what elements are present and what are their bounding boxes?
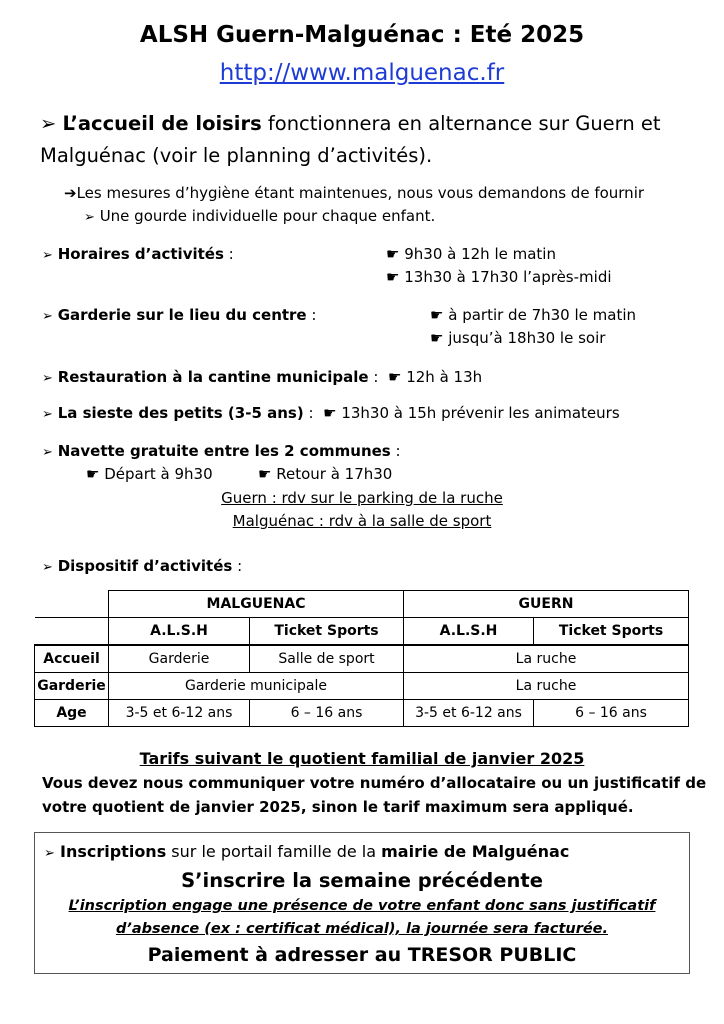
hygiene-subline: [84, 207, 435, 225]
garderie-item-2: [430, 329, 605, 347]
bullet-icon: ➢: [42, 371, 53, 386]
hygiene-text: Les mesures d’hygiène étant maintenues, nous vous demandons de fournir: [76, 184, 645, 202]
table-row: [35, 645, 689, 673]
dispositif-heading: [42, 557, 242, 575]
dispositif-label: Dispositif d’activités: [57, 557, 233, 575]
restauration-label: Restauration à la cantine municipale: [57, 368, 369, 386]
intro-paragraph: [40, 108, 700, 172]
tarifs-title: Tarifs suivant le quotient familial de janvier 2025: [139, 749, 585, 768]
hygiene-subtext: Une gourde individuelle pour chaque enfant.: [99, 207, 436, 225]
hand-icon: ☛: [323, 404, 337, 422]
cell: 3-5 et 6-12 ans: [404, 700, 534, 727]
restauration-heading: [42, 368, 482, 386]
navette-depart: [86, 465, 213, 483]
tarifs-line-1: Vous devez nous communiquer votre numéro d’allocataire ou un justificatif de: [42, 774, 707, 792]
cell: Garderie municipale: [109, 673, 404, 700]
navette-colon: :: [390, 442, 401, 460]
table-group-row: [35, 591, 689, 618]
horaires-label: Horaires d’activités: [57, 245, 224, 263]
bullet-icon: ➢: [42, 309, 53, 324]
arrow-icon: ➔: [64, 184, 77, 202]
row-label-garderie: Garderie: [35, 673, 109, 700]
sieste-heading: [42, 404, 620, 422]
hygiene-line: [64, 184, 644, 202]
navette-retour-text: Retour à 17h30: [276, 465, 393, 483]
restauration-item: 12h à 13h: [406, 368, 483, 386]
garderie-item-1-text: à partir de 7h30 le matin: [448, 306, 637, 324]
dispositif-colon: :: [232, 557, 243, 575]
bullet-icon: ➢: [84, 210, 95, 225]
navette-malguenac: Malguénac : rdv à la salle de sport: [232, 512, 492, 530]
bullet-icon: ➢: [40, 112, 57, 135]
table-subheader-row: [35, 618, 689, 646]
subheader-alsh: A.L.S.H: [109, 618, 250, 646]
horaires-item-1-text: 9h30 à 12h le matin: [404, 245, 556, 263]
cell: Garderie: [109, 645, 250, 673]
navette-retour: [258, 465, 392, 483]
hand-icon: ☛: [386, 268, 400, 286]
inscriptions-bold: Inscriptions: [60, 842, 167, 861]
table-row: [35, 673, 689, 700]
garderie-label: Garderie sur le lieu du centre: [57, 306, 307, 324]
cell: 6 – 16 ans: [250, 700, 404, 727]
inscriptions-mid: sur le portail famille de la: [166, 842, 382, 861]
navette-guern: Guern : rdv sur le parking de la ruche: [221, 489, 503, 507]
activities-table: [34, 590, 689, 727]
navette-heading: [42, 442, 401, 460]
garderie-heading: [42, 306, 316, 324]
row-label-accueil: Accueil: [35, 645, 109, 673]
subheader-alsh: A.L.S.H: [404, 618, 534, 646]
bullet-icon: ➢: [42, 445, 53, 460]
row-label-age: Age: [35, 700, 109, 727]
table-corner: [35, 618, 109, 646]
horaires-colon: :: [223, 245, 234, 263]
table-corner: [35, 591, 109, 618]
garderie-item-1: [430, 306, 636, 324]
navette-depart-text: Départ à 9h30: [104, 465, 213, 483]
hand-icon: ☛: [430, 306, 444, 324]
page-title: ALSH Guern-Malguénac : Eté 2025: [139, 22, 585, 48]
horaires-item-2: [386, 268, 612, 286]
table-row: [35, 700, 689, 727]
garderie-colon: :: [306, 306, 317, 324]
inscriptions-warning-2: d’absence (ex : certificat médical), la journée sera facturée.: [115, 921, 609, 937]
inscriptions-headline: S’inscrire la semaine précédente: [181, 869, 543, 892]
restauration-colon: :: [368, 368, 379, 386]
bullet-icon: ➢: [42, 248, 53, 263]
intro-bold: L’accueil de loisirs: [62, 112, 262, 135]
horaires-item-2-text: 13h30 à 17h30 l’après-midi: [404, 268, 612, 286]
payment-notice: Paiement à adresser au TRESOR PUBLIC: [147, 944, 577, 966]
sieste-label: La sieste des petits (3-5 ans): [57, 404, 304, 422]
bullet-icon: ➢: [44, 846, 55, 861]
mairie-bold: mairie de Malguénac: [381, 842, 570, 861]
cell: 6 – 16 ans: [534, 700, 689, 727]
horaires-heading: [42, 245, 234, 263]
cell: La ruche: [404, 645, 689, 673]
tarifs-line-2: votre quotient de janvier 2025, sinon le tarif maximum sera appliqué.: [42, 798, 634, 816]
sieste-item: 13h30 à 15h prévenir les animateurs: [341, 404, 620, 422]
bullet-icon: ➢: [42, 407, 53, 422]
hand-icon: ☛: [430, 329, 444, 347]
inscriptions-line: [44, 842, 569, 861]
website-link[interactable]: http://www.malguenac.fr: [219, 60, 505, 86]
bullet-icon: ➢: [42, 560, 53, 575]
hand-icon: ☛: [86, 465, 100, 483]
navette-label: Navette gratuite entre les 2 communes: [57, 442, 391, 460]
hand-icon: ☛: [386, 245, 400, 263]
horaires-item-1: [386, 245, 556, 263]
group-guern: GUERN: [404, 591, 689, 618]
subheader-ticket-sports: Ticket Sports: [250, 618, 404, 646]
cell: La ruche: [404, 673, 689, 700]
inscriptions-warning-1: L’inscription engage une présence de votre enfant donc sans justificatif: [68, 898, 656, 914]
cell: Salle de sport: [250, 645, 404, 673]
sieste-colon: :: [303, 404, 314, 422]
group-malguenac: MALGUENAC: [109, 591, 404, 618]
cell: 3-5 et 6-12 ans: [109, 700, 250, 727]
garderie-item-2-text: jusqu’à 18h30 le soir: [448, 329, 606, 347]
subheader-ticket-sports: Ticket Sports: [534, 618, 689, 646]
intro-text: fonctionnera en alternance sur Guern et Malguénac (voir le planning d’activités).: [40, 112, 661, 167]
hand-icon: ☛: [387, 368, 402, 386]
hand-icon: ☛: [258, 465, 272, 483]
